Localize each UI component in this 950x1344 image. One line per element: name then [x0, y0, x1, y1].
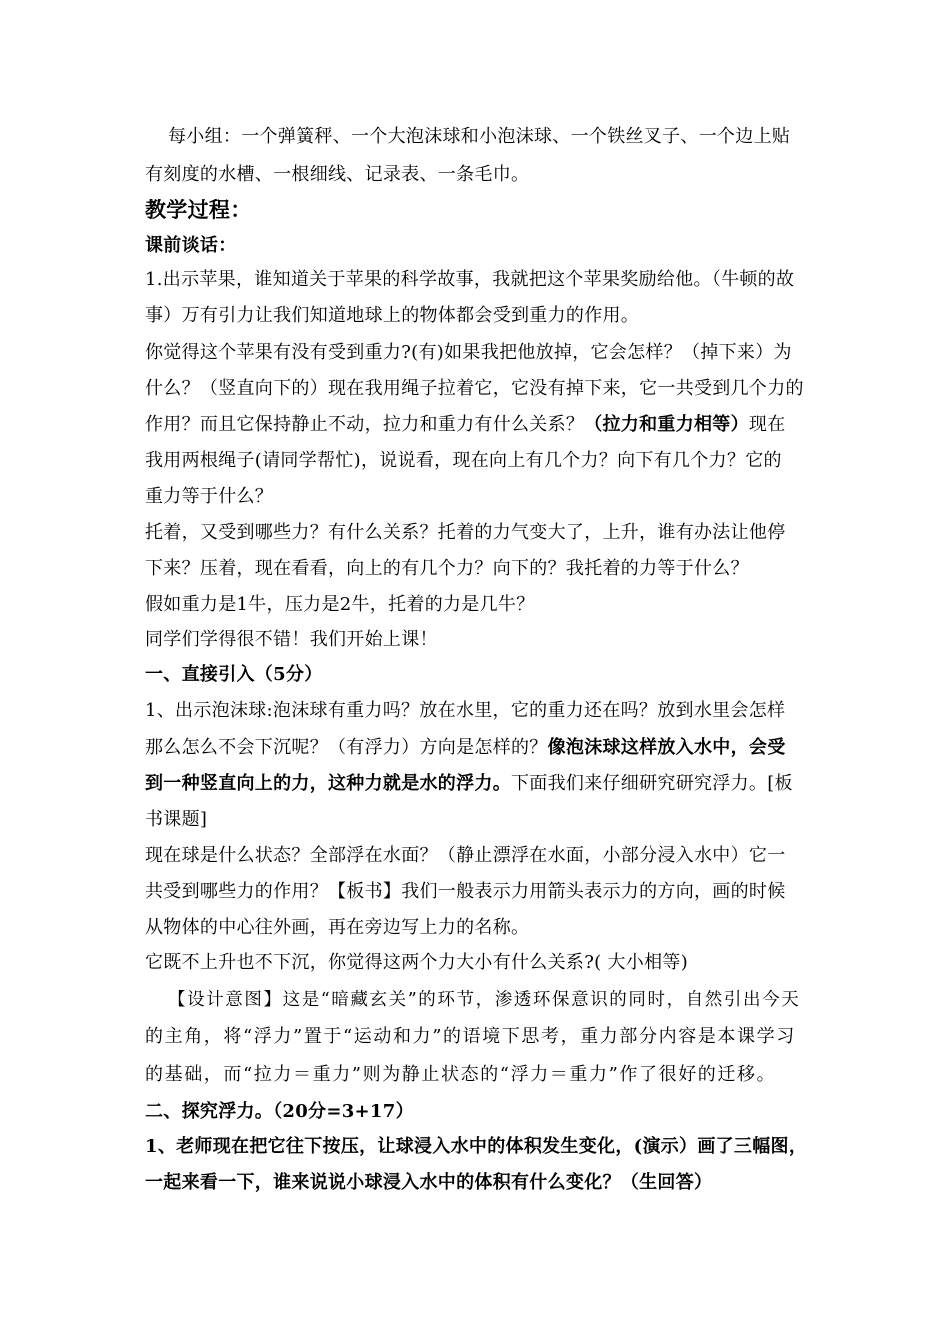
bold-text-run: 到一种竖直向上的力，这种力就是水的浮力。	[145, 773, 511, 794]
paragraph-line	[145, 486, 815, 508]
paragraph-line	[145, 845, 815, 867]
heading-section-2	[145, 1101, 815, 1123]
text-run: 它既不上升也不下沉，你觉得这两个力大小有什么关系?( 大小相等)	[145, 952, 689, 973]
paragraph-line	[145, 558, 815, 580]
materials-line-1	[168, 126, 815, 148]
paragraph-line	[145, 809, 815, 831]
text-run: 你觉得这个苹果有没有受到重力?(有)如果我把他放掉，它会怎样？（掉下来）为	[145, 342, 792, 363]
text-run: 事）万有引力让我们知道地球上的物体都会受到重力的作用。	[145, 305, 640, 326]
design-intent-line	[145, 1064, 815, 1086]
text-run: 书课题]	[145, 809, 208, 830]
paragraph-line	[145, 594, 815, 616]
paragraph-line	[145, 342, 815, 364]
text-run: 现在球是什么状态？全部浮在水面？（静止漂浮在水面，小部分浸入水中）它一	[145, 845, 786, 866]
text-run: 的基础，而“拉力＝重力”则为静止状态的“浮力＝重力”作了很好的迁移。	[145, 1064, 777, 1085]
heading-pre-class-talk	[145, 235, 815, 257]
design-intent-line	[168, 989, 815, 1011]
paragraph-line	[145, 269, 815, 291]
paragraph-line	[145, 305, 815, 327]
paragraph-line	[145, 629, 815, 651]
paragraph-line	[145, 917, 815, 939]
text-run: 每小组：一个弹簧秤、一个大泡沫球和小泡沫球、一个铁丝叉子、一个边上贴	[168, 126, 791, 147]
design-intent-line	[145, 1026, 815, 1048]
heading-section-1	[145, 664, 815, 686]
text-run: 一、直接引入（5分）	[145, 664, 323, 685]
text-run: 现在	[748, 414, 786, 435]
bold-text-run: 像泡沫球这样放入水中，会受	[547, 737, 786, 758]
text-run: 共受到哪些力的作用？【板书】我们一般表示力用箭头表示力的方向，画的时候	[145, 881, 786, 902]
bold-text-run: （拉力和重力相等）	[584, 414, 749, 435]
text-run: 下面我们来仔细研究研究浮力。[板	[511, 773, 793, 794]
text-run: 假如重力是1牛，压力是2牛，托着的力是几牛？	[145, 594, 535, 615]
paragraph-line-bold	[145, 1136, 815, 1158]
text-run: 1、老师现在把它往下按压，让球浸入水中的体积发生变化，(演示）画了三幅图，	[145, 1136, 808, 1157]
text-run: 一起来看一下，谁来说说小球浸入水中的体积有什么变化？（生回答）	[145, 1172, 713, 1193]
materials-line-2	[145, 164, 815, 186]
text-run: 重力等于什么？	[145, 486, 274, 507]
text-run: 什么？（竖直向下的）现在我用绳子拉着它，它没有掉下来，它一共受到几个力的	[145, 378, 804, 399]
text-run: 托着，又受到哪些力？有什么关系？托着的力气变大了，上升，谁有办法让他停	[145, 522, 786, 543]
paragraph-line	[145, 952, 815, 974]
paragraph-line	[145, 737, 815, 759]
text-run: 下来？压着，现在看看，向上的有几个力？向下的？我托着的力等于什么？	[145, 558, 749, 579]
paragraph-line	[145, 450, 815, 472]
paragraph-line	[145, 700, 815, 722]
paragraph-line	[145, 773, 815, 795]
text-run: 从物体的中心往外画，再在旁边写上力的名称。	[145, 917, 530, 938]
paragraph-line-bold	[145, 1172, 815, 1194]
text-run: 【设计意图】这是“暗藏玄关”的环节，渗透环保意识的同时，自然引出今天	[168, 990, 801, 1010]
paragraph-line	[145, 522, 815, 544]
text-run: 同学们学得很不错！我们开始上课！	[145, 629, 438, 650]
text-run: 作用？而且它保持静止不动，拉力和重力有什么关系？	[145, 414, 585, 435]
paragraph-line	[145, 378, 815, 400]
text-run: 有刻度的水槽、一根细线、记录表、一条毛巾。	[145, 164, 530, 185]
text-run: 课前谈话：	[145, 235, 237, 256]
text-run: 1、出示泡沫球:泡沫球有重力吗？放在水里，它的重力还在吗？放到水里会怎样	[145, 700, 786, 721]
text-run: 我用两根绳子(请同学帮忙)，说说看，现在向上有几个力？向下有几个力？它的	[145, 450, 782, 471]
text-run: 二、探究浮力。（20分=3+17）	[145, 1101, 414, 1122]
text-run: 那么怎么不会下沉呢？（有浮力）方向是怎样的？	[145, 737, 548, 758]
text-run: 教学过程：	[145, 199, 252, 221]
paragraph-line	[145, 414, 815, 436]
text-run: 的主角，将“浮力”置于“运动和力”的语境下思考，重力部分内容是本课学习	[145, 1026, 796, 1047]
paragraph-line	[145, 881, 815, 903]
heading-teaching-process	[145, 199, 815, 221]
text-run: 1.出示苹果，谁知道关于苹果的科学故事，我就把这个苹果奖励给他。（牛顿的故	[145, 269, 795, 290]
